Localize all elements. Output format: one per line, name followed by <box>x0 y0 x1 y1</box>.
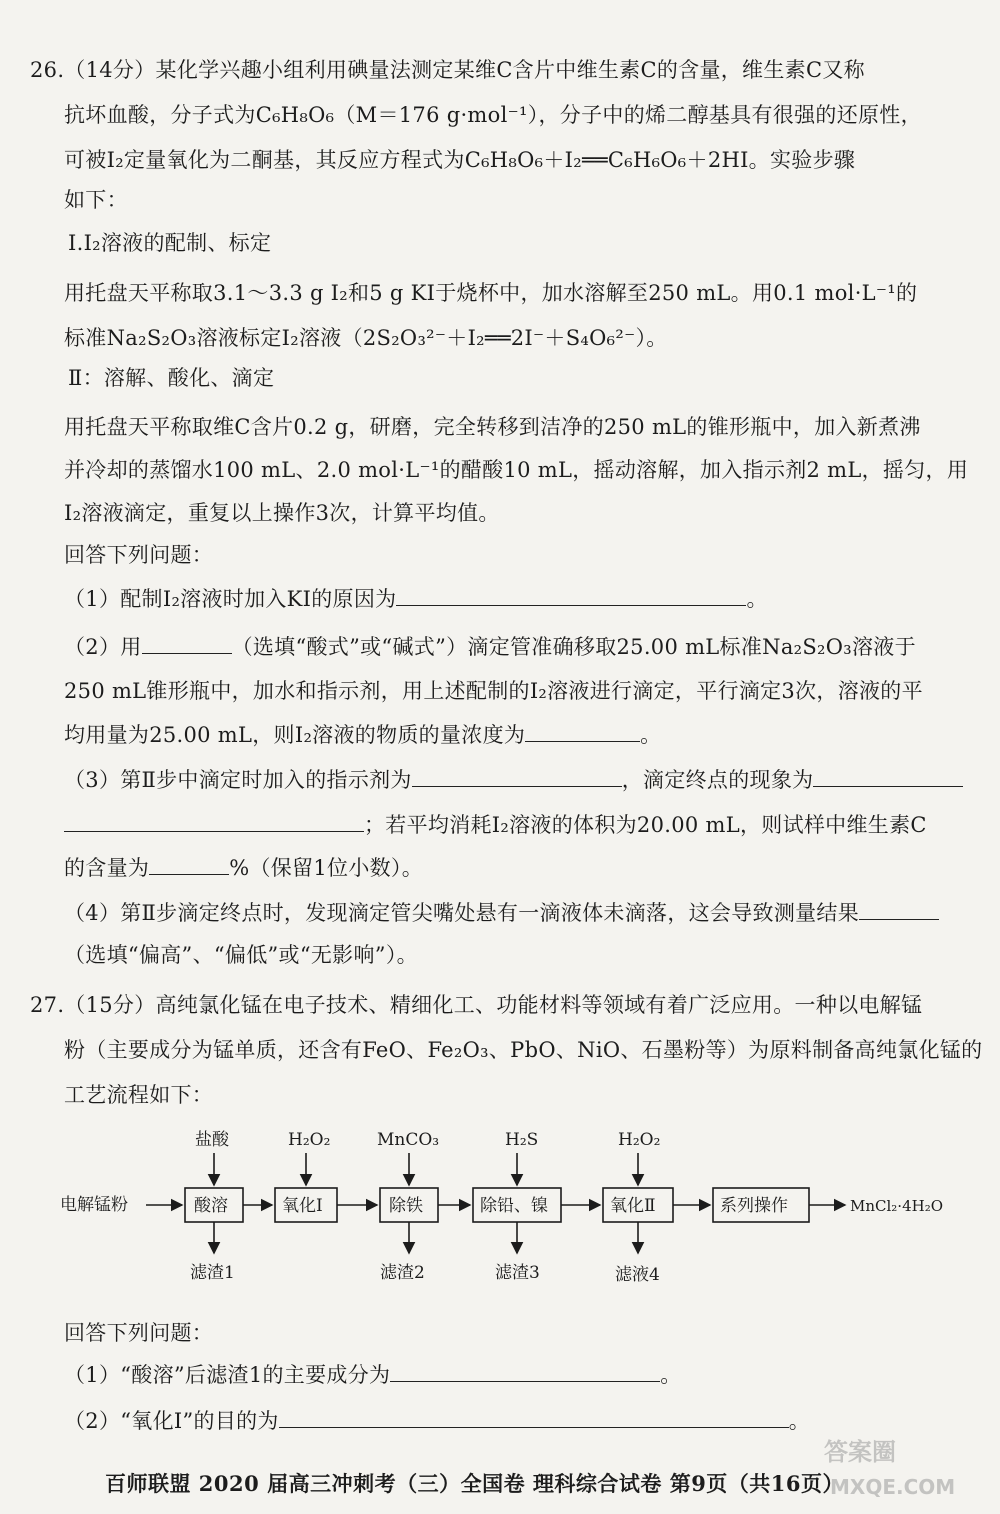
flow-reagent-4: H₂S <box>505 1130 539 1150</box>
answer-blank[interactable] <box>396 585 746 606</box>
flow-residue-1: 滤渣1 <box>190 1263 235 1283</box>
q26-part-4 <box>64 898 970 928</box>
q27-part-2-text: （2）“氧化Ⅰ”的目的为 <box>64 1409 279 1433</box>
q26-part-4-text-a: （4）第Ⅱ步滴定终点时，发现滴定管尖嘴处悬有一滴液体未滴落，这会导致测量结果 <box>64 901 860 925</box>
flow-start: 电解锰粉 <box>60 1195 128 1215</box>
q26-line-6: 用托盘天平称取3.1～3.3 g I₂和5 g KI于烧杯中，加水溶解至250 mL。用0.1 mol·L⁻¹的 <box>64 281 918 305</box>
q26-part-1-end: 。 <box>746 587 768 611</box>
q26-line-10: 并冷却的蒸馏水100 mL、2.0 mol·L⁻¹的醋酸10 mL，摇动溶解，加入指示剂2 mL，摇匀，用 <box>64 458 969 482</box>
flow-residue-3: 滤渣3 <box>495 1263 540 1283</box>
flow-step-4: 除铅、镍 <box>480 1196 548 1216</box>
q27-line-3: 工艺流程如下： <box>64 1083 214 1107</box>
q26-part-2-text-b: （选填“酸式”或“碱式”）滴定管准确移取25.00 mL标准Na₂S₂O₃溶液于 <box>231 635 916 659</box>
answer-blank[interactable] <box>279 1407 789 1428</box>
q26-part-1-text: （1）配制I₂溶液时加入KI的原因为 <box>64 587 397 611</box>
answer-blank[interactable] <box>412 766 622 787</box>
q27-line-1: 27.（15分）高纯氯化锰在电子技术、精细化工、功能材料等领域有着广泛应用。一种以电解锰 <box>30 993 923 1017</box>
q26-part-3 <box>64 765 970 795</box>
answer-blank[interactable] <box>390 1361 660 1382</box>
flow-step-5: 氧化Ⅱ <box>610 1196 656 1216</box>
q26-part-2-line-2: 250 mL锥形瓶中，加水和指示剂，用上述配制的I₂溶液进行滴定，平行滴定3次，溶液的平 <box>64 679 923 703</box>
q27-line-2: 粉（主要成分为锰单质，还含有FeO、Fe₂O₃、PbO、NiO、石墨粉等）为原料制备高纯氯化锰的 <box>64 1038 983 1062</box>
flow-reagent-3: MnCO₃ <box>377 1130 440 1150</box>
flow-reagent-2: H₂O₂ <box>288 1130 331 1150</box>
q26-part-2-line-3 <box>64 720 970 750</box>
q26-line-7: 标准Na₂S₂O₃溶液标定I₂溶液（2S₂O₃²⁻＋I₂══2I⁻＋S₄O₆²⁻）。 <box>64 326 668 350</box>
flow-step-1: 酸溶 <box>194 1196 228 1216</box>
flow-reagent-1: 盐酸 <box>195 1130 229 1150</box>
answer-blank[interactable] <box>142 633 232 654</box>
q27-part-1-text: （1）“酸溶”后滤渣1的主要成分为 <box>64 1363 391 1387</box>
q26-part-3-line-2 <box>64 810 970 840</box>
q26-part-3-text-b: ，滴定终点的现象为 <box>621 768 814 792</box>
flow-reagent-5: H₂O₂ <box>618 1130 661 1150</box>
answer-blank[interactable] <box>525 721 640 742</box>
q26-line-4: 如下： <box>64 188 128 212</box>
q27-part-1-end: 。 <box>660 1363 682 1387</box>
q26-line-3: 可被I₂定量氧化为二酮基，其反应方程式为C₆H₈O₆＋I₂══C₆H₆O₆＋2HI。实验步骤 <box>64 148 856 172</box>
process-flow-diagram <box>50 1125 970 1305</box>
answer-blank[interactable] <box>64 811 364 832</box>
answer-blank[interactable] <box>859 899 939 920</box>
q26-part-3-text-a: （3）第Ⅱ步中滴定时加入的指示剂为 <box>64 768 412 792</box>
flow-residue-2: 滤渣2 <box>380 1263 425 1283</box>
watermark-logo-icon <box>820 1426 980 1506</box>
watermark-url: MXQE.COM <box>830 1475 956 1499</box>
q26-part-2-text-d: 均用量为25.00 mL，则I₂溶液的物质的量浓度为 <box>64 723 526 747</box>
q26-line-2: 抗坏血酸，分子式为C₆H₈O₆（M＝176 g·mol⁻¹），分子中的烯二醇基具有很强的还原性， <box>64 103 922 127</box>
q26-part-2-text-a: （2）用 <box>64 635 142 659</box>
q26-part-3-text-d: 的含量为 <box>64 856 150 880</box>
q26-part-3-line-3 <box>64 853 970 883</box>
q26-line-11: I₂溶液滴定，重复以上操作3次，计算平均值。 <box>64 501 500 525</box>
q26-part-2 <box>64 632 970 662</box>
flow-step-2: 氧化Ⅰ <box>282 1196 323 1216</box>
q27-answer-prompt: 回答下列问题： <box>64 1321 214 1345</box>
q27-part-2-end: 。 <box>788 1409 811 1433</box>
watermark-text: 答案圈 <box>824 1438 896 1466</box>
flow-step-6: 系列操作 <box>720 1196 788 1216</box>
answer-blank[interactable] <box>149 854 229 875</box>
flow-residue-4: 滤液4 <box>615 1265 660 1285</box>
q26-section-2-heading: Ⅱ：溶解、酸化、滴定 <box>68 366 275 390</box>
q27-part-1 <box>64 1360 970 1390</box>
answer-blank[interactable] <box>813 766 963 787</box>
q26-part-3-text-c: ；若平均消耗I₂溶液的体积为20.00 mL，则试样中维生素C <box>364 813 927 837</box>
q26-section-1-heading: Ⅰ.I₂溶液的配制、标定 <box>68 231 272 255</box>
q26-line-1: 26.（14分）某化学兴趣小组利用碘量法测定某维C含片中维生素C的含量，维生素C又称 <box>30 58 865 82</box>
q26-part-3-text-e: %（保留1位小数）。 <box>229 856 424 880</box>
flow-step-3: 除铁 <box>389 1196 423 1216</box>
q26-part-2-end: 。 <box>640 723 662 747</box>
q26-line-9: 用托盘天平称取维C含片0.2 g，研磨，完全转移到洁净的250 mL的锥形瓶中，加入新煮沸 <box>64 415 921 439</box>
q26-part-1 <box>64 584 970 614</box>
page-footer: 百师联盟 2020 届高三冲刺考（三）全国卷 理科综合试卷 第9页（共16页） <box>105 1471 845 1496</box>
flow-product: MnCl₂·4H₂O <box>850 1197 944 1215</box>
q26-answer-prompt: 回答下列问题： <box>64 543 214 567</box>
q26-part-4-line-2: （选填“偏高”、“偏低”或“无影响”）。 <box>64 943 418 967</box>
